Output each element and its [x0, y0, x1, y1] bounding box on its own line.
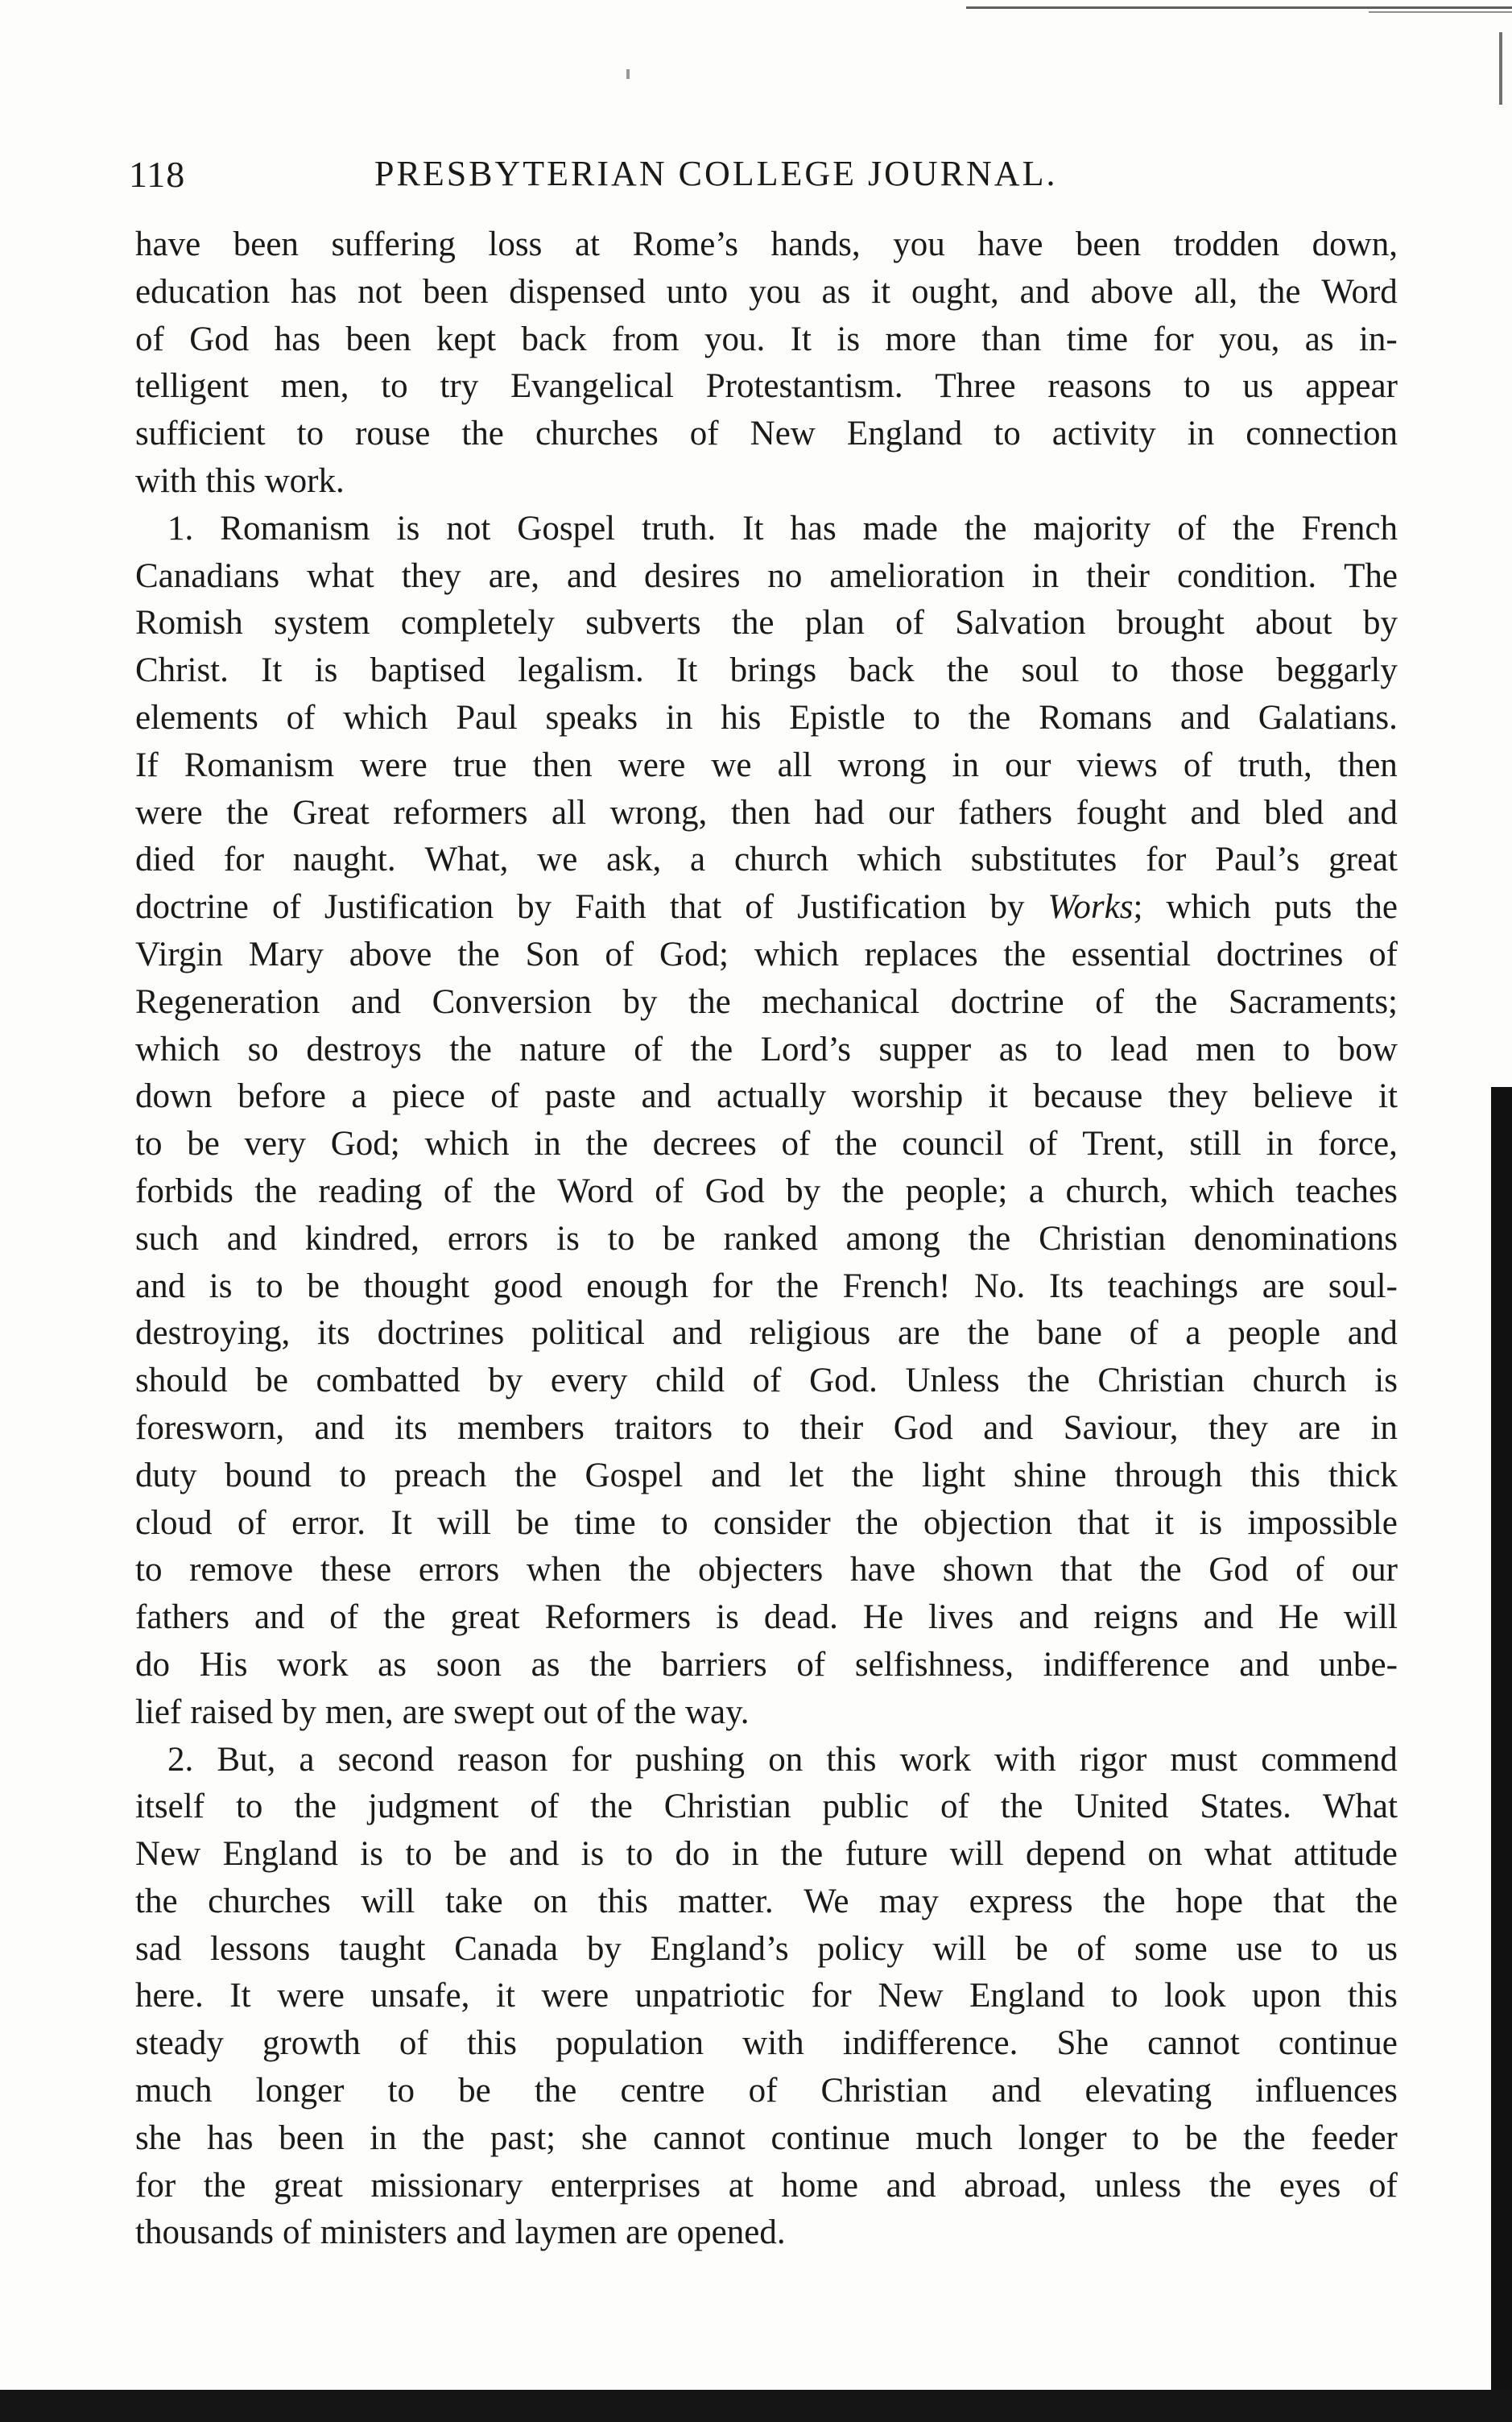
text-line: destroying, its doctrines political and religious are the bane of a people and: [135, 1314, 1398, 1353]
text-line: the churches will take on this matter. We may express the hope that the: [135, 1882, 1398, 1920]
text-line: do His work as soon as the barriers of selfishness, indifference and unbe-: [135, 1645, 1398, 1684]
text-line: and is to be thought good enough for the French! No. Its teachings are soul-: [135, 1267, 1398, 1305]
text-line: Virgin Mary above the Son of God; which replaces the essential doctrines of: [135, 935, 1398, 973]
text-line: Canadians what they are, and desires no amelioration in their condition. The: [135, 556, 1398, 595]
text-line: to be very God; which in the decrees of the council of Trent, still in force,: [135, 1125, 1398, 1163]
running-head: [129, 153, 1401, 201]
text-line: much longer to be the centre of Christian and elevating influences: [135, 2072, 1398, 2110]
scan-artifact-top-rule: [966, 6, 1512, 9]
text-line: doctrine of Justification by Faith that of Justification by Works; which puts the: [135, 888, 1398, 927]
text-line: foresworn, and its members traitors to their God and Saviour, they are in: [135, 1408, 1398, 1447]
text-line: 2. But, a second reason for pushing on this work with rigor must commend: [167, 1740, 1398, 1779]
text-line: forbids the reading of the Word of God by the people; a church, which teaches: [135, 1172, 1398, 1210]
text-line: of God has been kept back from you. It is more than time for you, as in-: [135, 320, 1398, 358]
text-line: were the Great reformers all wrong, then had our fathers fought and bled and: [135, 793, 1398, 832]
text-line: duty bound to preach the Gospel and let the light shine through this thick: [135, 1456, 1398, 1494]
text-line: telligent men, to try Evangelical Protestantism. Three reasons to us appear: [135, 367, 1398, 406]
text-line: lief raised by men, are swept out of the way.: [135, 1693, 750, 1731]
scan-artifact-top-rule-2: [1369, 11, 1512, 13]
text-line: New England is to be and is to do in the future will depend on what attitude: [135, 1835, 1398, 1874]
text-line: steady growth of this population with indifference. She cannot continue: [135, 2024, 1398, 2063]
text-line: 1. Romanism is not Gospel truth. It has made the majority of the French: [167, 509, 1398, 548]
body-text: [135, 221, 1398, 2257]
text-line: sufficient to rouse the churches of New England to activity in connection: [135, 415, 1398, 453]
text-line: should be combatted by every child of God. Unless the Christian church is: [135, 1362, 1398, 1400]
text-line: Romish system completely subverts the plan of Salvation brought about by: [135, 604, 1398, 643]
text-line: with this work.: [135, 461, 345, 500]
text-line: itself to the judgment of the Christian public of the United States. What: [135, 1788, 1398, 1826]
text-line: fathers and of the great Reformers is dead. He lives and reigns and He will: [135, 1598, 1398, 1637]
text-line: she has been in the past; she cannot continue much longer to be the feeder: [135, 2118, 1398, 2157]
text-line: here. It were unsafe, it were unpatriotic for New England to look upon this: [135, 1977, 1398, 2015]
text-line: elements of which Paul speaks in his Epistle to the Romans and Galatians.: [135, 698, 1398, 737]
text-line: to remove these errors when the objecters have shown that the God of our: [135, 1551, 1398, 1589]
text-line: cloud of error. It will be time to consider the objection that it is impossible: [135, 1503, 1398, 1542]
text-line: down before a piece of paste and actually worship it because they believe it: [135, 1077, 1398, 1116]
text-line: Christ. It is baptised legalism. It brings back the soul to those beggarly: [135, 651, 1398, 690]
text-line: such and kindred, errors is to be ranked among the Christian denominations: [135, 1219, 1398, 1258]
scan-artifact-speck: [626, 69, 630, 79]
text-line: have been suffering loss at Rome’s hands, you have been trodden down,: [135, 225, 1398, 263]
journal-title: PRESBYTERIAN COLLEGE JOURNAL.: [374, 154, 1058, 193]
text-line: sad lessons taught Canada by England’s policy will be of some use to us: [135, 1929, 1398, 1968]
text-line: Regeneration and Conversion by the mechanical doctrine of the Sacraments;: [135, 982, 1398, 1021]
text-line: If Romanism were true then were we all wrong in our views of truth, then: [135, 746, 1398, 784]
scan-artifact-right-edge: [1491, 1087, 1512, 2422]
text-line: which so destroys the nature of the Lord’s supper as to lead men to bow: [135, 1030, 1398, 1068]
text-line: education has not been dispensed unto you as it ought, and above all, the Word: [135, 272, 1398, 311]
text-line: thousands of ministers and laymen are opened.: [135, 2213, 786, 2252]
text-line: died for naught. What, we ask, a church which substitutes for Paul’s great: [135, 841, 1398, 879]
scan-artifact-bottom-edge: [0, 2390, 1512, 2422]
scan-artifact-right-mark: [1499, 32, 1502, 105]
text-line: for the great missionary enterprises at home and abroad, unless the eyes of: [135, 2166, 1398, 2205]
page-number: 118: [129, 154, 186, 195]
